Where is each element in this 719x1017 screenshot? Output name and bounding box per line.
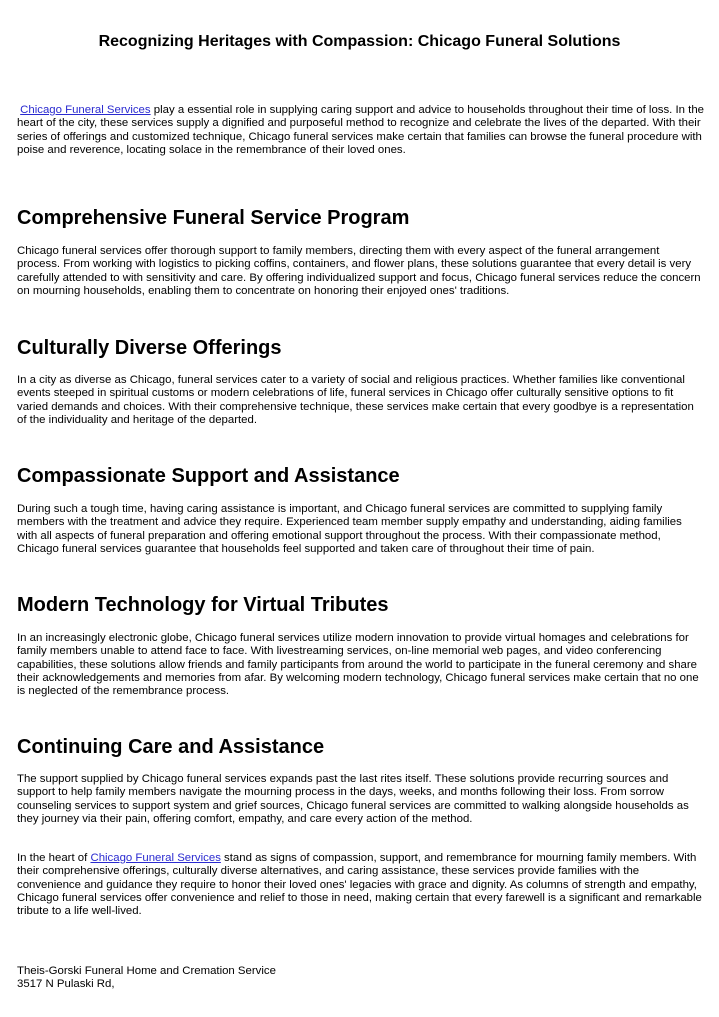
section-body-comprehensive: Chicago funeral services offer thorough support to family members, directing them with every aspect of the funeral arrangement process. From working with logistics to picking coffins, containers, and flower plans, these solutions guarantee that every detail is very carefully attended to with sensitivity and care. By offering individualized support and focus, Chicago funeral services reduce the concern on mourning households, enabling them to concentrate on honoring their enjoyed ones' traditions. — [17, 245, 701, 297]
section-body-modern-technology: In an increasingly electronic globe, Chicago funeral services utilize modern innovation to provide virtual homages and celebrations for family members unable to attend face to face. With livestreaming services, on-line memorial web pages, and video conferencing capabilities, these solutions allow friends and family participants from around the world to participate in the funeral ceremony and share their acknowledgements and memories from afar. By welcoming modern technology, Chicago funeral services make certain that no one is neglected of the remembrance process. — [17, 632, 699, 698]
section-heading-continuing-care: Continuing Care and Assistance — [17, 736, 325, 758]
closing-text: stand as signs of compassion, support, and remembrance for mourning family members. With their comprehensive offerings, culturally diverse alternatives, and caring assistance, these services provide families with the convenience and guidance they require to honor their loved ones' legacies with grace and dignity. As columns of strength and empathy, Chicago funeral services offer convenience and relief to those in need, making certain that every farewell is a significant and remarkable tribute to a life well-lived. — [17, 852, 702, 918]
section-heading-culturally-diverse: Culturally Diverse Offerings — [17, 337, 282, 359]
section-heading-comprehensive: Comprehensive Funeral Service Program — [17, 207, 410, 229]
closing-link-chicago-funeral-services[interactable]: Chicago Funeral Services — [90, 852, 221, 864]
address-street: 3517 N Pulaski Rd, — [17, 978, 115, 990]
intro-link-chicago-funeral-services[interactable]: Chicago Funeral Services — [20, 104, 151, 116]
address-business-name: Theis-Gorski Funeral Home and Cremation Service — [17, 965, 276, 977]
section-heading-modern-technology: Modern Technology for Virtual Tributes — [17, 594, 389, 616]
closing-prefix: In the heart of — [17, 852, 91, 864]
section-body-culturally-diverse: In a city as diverse as Chicago, funeral services cater to a variety of social and religious practices. Whether families like conventional events steeped in spiritual customs or modern celebrations of life, funeral services in Chicago offer culturally sensitive options to fit varied demands and choices. With their comprehensive technique, these services make certain that every goodbye is a representation of the individuality and heritage of the departed. — [17, 374, 694, 426]
section-body-continuing-care: The support supplied by Chicago funeral services expands past the last rites itself. These solutions provide recurring sources and support to help family members navigate the mourning process in the days, weeks, and months following their loss. From sorrow counseling services to support system and grief sources, Chicago funeral services are committed to walking alongside households as they journey via their pain, offering comfort, empathy, and care every action of the method. — [17, 773, 689, 825]
page-title: Recognizing Heritages with Compassion: Chicago Funeral Solutions — [98, 33, 621, 50]
intro-paragraph — [17, 104, 705, 157]
section-heading-compassionate-support: Compassionate Support and Assistance — [17, 465, 400, 487]
closing-paragraph — [17, 852, 705, 918]
intro-text: play a essential role in supplying caring support and advice to households throughout their time of loss. In the heart of the city, these services supply a dignified and purposeful method to recognize and celebrate the lives of the departed. With their series of offerings and customized technique, Chicago funeral services make certain that families can browse the funeral procedure with poise and reverence, locating solace in the remembrance of their loved ones. — [17, 104, 705, 156]
section-body-compassionate-support: During such a tough time, having caring assistance is important, and Chicago funeral services are committed to supplying family members with the treatment and advice they require. Experienced team member supply empathy and understanding, aiding families with all aspects of funeral preparation and offering emotional support throughout the process. With their compassionate method, Chicago funeral services guarantee that households feel supported and taken care of throughout their time of pain. — [17, 503, 682, 555]
